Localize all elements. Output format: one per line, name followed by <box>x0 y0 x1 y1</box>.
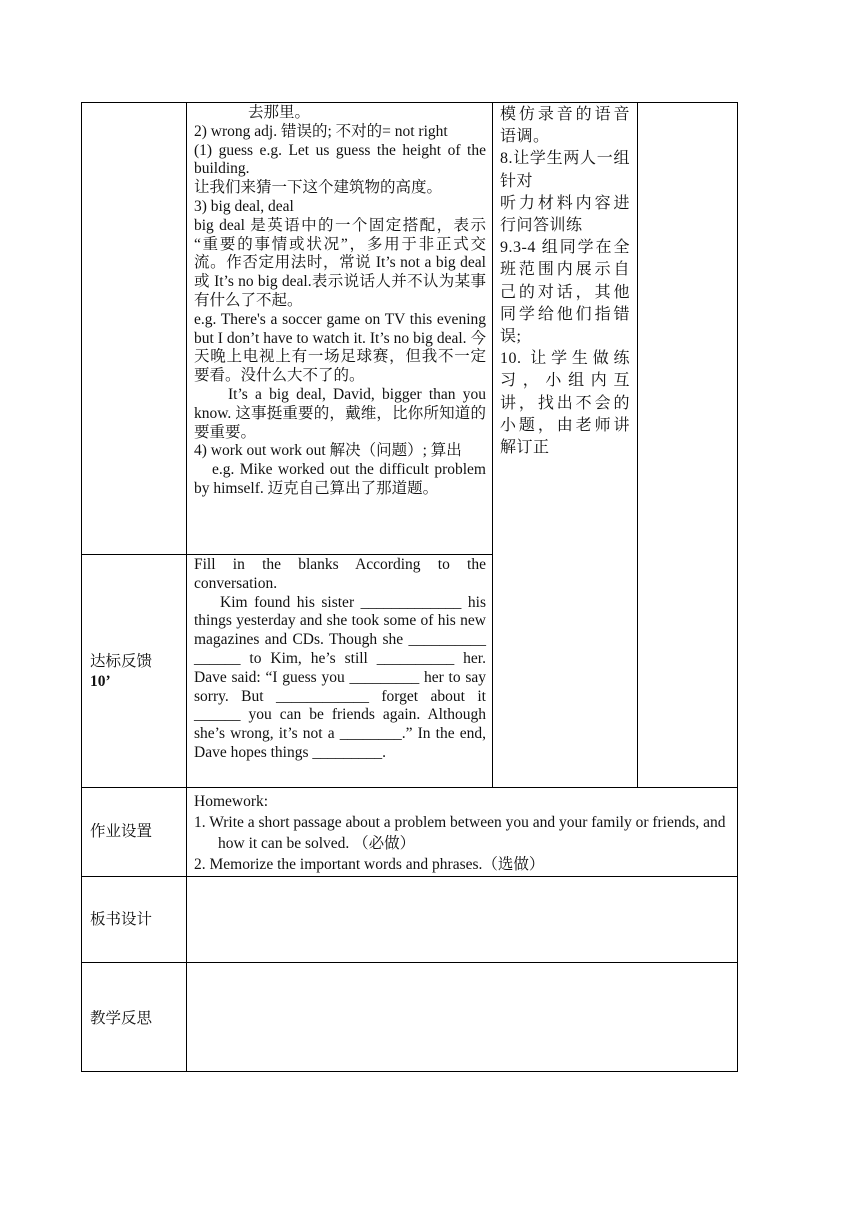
board-design-label: 板书设计 <box>90 911 153 928</box>
reflection-cell <box>194 966 732 1066</box>
note-line: e.g. Mike worked out the difficult problem by himself. 迈克自己算出了那道题。 <box>194 461 486 497</box>
reflection-label: 教学反思 <box>90 1010 153 1027</box>
feedback-label-text: 达标反馈 <box>90 653 153 670</box>
feedback-label <box>90 652 152 692</box>
homework-item-2: 2. Memorize the important words and phrases.（选做） <box>194 856 545 873</box>
board-design-cell <box>194 880 732 958</box>
table-border <box>81 102 82 1072</box>
note-line: (1) guess e.g. Let us guess the height of the building. <box>194 141 486 178</box>
table-border <box>81 1071 738 1072</box>
feedback-instruction: Fill in the blanks According to the conversation. <box>194 556 486 592</box>
table-border <box>81 962 738 963</box>
table-border <box>637 102 638 788</box>
feedback-passage: Kim found his sister _____________ his things yesterday and she took some of his new magazines and CDs. Though she __________ ______ to Kim, he’s still __________ her. Dave said: “I guess you _________ her to say sorry. But ____________ forget about it ______ you can be friends again. Although she’s wrong, it’s not a ________.” In the end, Dave hopes things _________. <box>194 593 486 761</box>
note-line: 2) wrong adj. 错误的; 不对的= not right <box>194 122 448 140</box>
table-border <box>81 876 738 877</box>
table-border <box>81 787 738 788</box>
table-border <box>737 102 738 1072</box>
feedback-time: 10’ <box>90 673 111 690</box>
note-line: big deal 是英语中的一个固定搭配，表示 “重要的事情或状况”，多用于非正式交流。作否定用法时，常说 It’s not a big deal 或 It’s no big deal.表示说话人并不认为某事有什么了不起。 <box>194 216 486 309</box>
student-activities-cell: 模仿录音的语音语调。 8.让学生两人一组针对 听力材料内容进行问答训练 9.3-4 组同学在全班范围内展示自己的对话，其他同学给他们指错误; 10. 让学生做练习，小组内互讲，找出不会的小题，由老师讲解订正 <box>500 106 630 457</box>
feedback-content-cell <box>194 556 486 763</box>
note-line: 4) work out work out 解决（问题）; 算出 <box>194 442 462 460</box>
note-line: 让我们来猜一下这个建筑物的高度。 <box>194 179 443 197</box>
table-border <box>81 102 738 103</box>
table-border <box>186 102 187 1072</box>
homework-title: Homework: <box>194 793 269 810</box>
note-line: e.g. There's a soccer game on TV this evening but I don’t have to watch it. It’s no big deal. 今天晚上电视上有一场足球赛，但我不一定要看。没什么大不了的。 <box>194 310 486 385</box>
homework-content-cell <box>194 791 732 875</box>
vocabulary-notes-cell <box>194 104 486 499</box>
table-border <box>81 554 493 555</box>
homework-item-1: 1. Write a short passage about a problem between you and your family or friends, and how it can be solved. （必做） <box>194 814 726 852</box>
note-line: 去那里。 <box>248 104 311 121</box>
note-line: It’s a big deal, David, bigger than you know. 这事挺重要的，戴维，比你所知道的要重要。 <box>194 385 486 441</box>
homework-label: 作业设置 <box>90 823 153 840</box>
table-border <box>492 102 493 788</box>
note-line: 3) big deal, deal <box>194 197 294 215</box>
